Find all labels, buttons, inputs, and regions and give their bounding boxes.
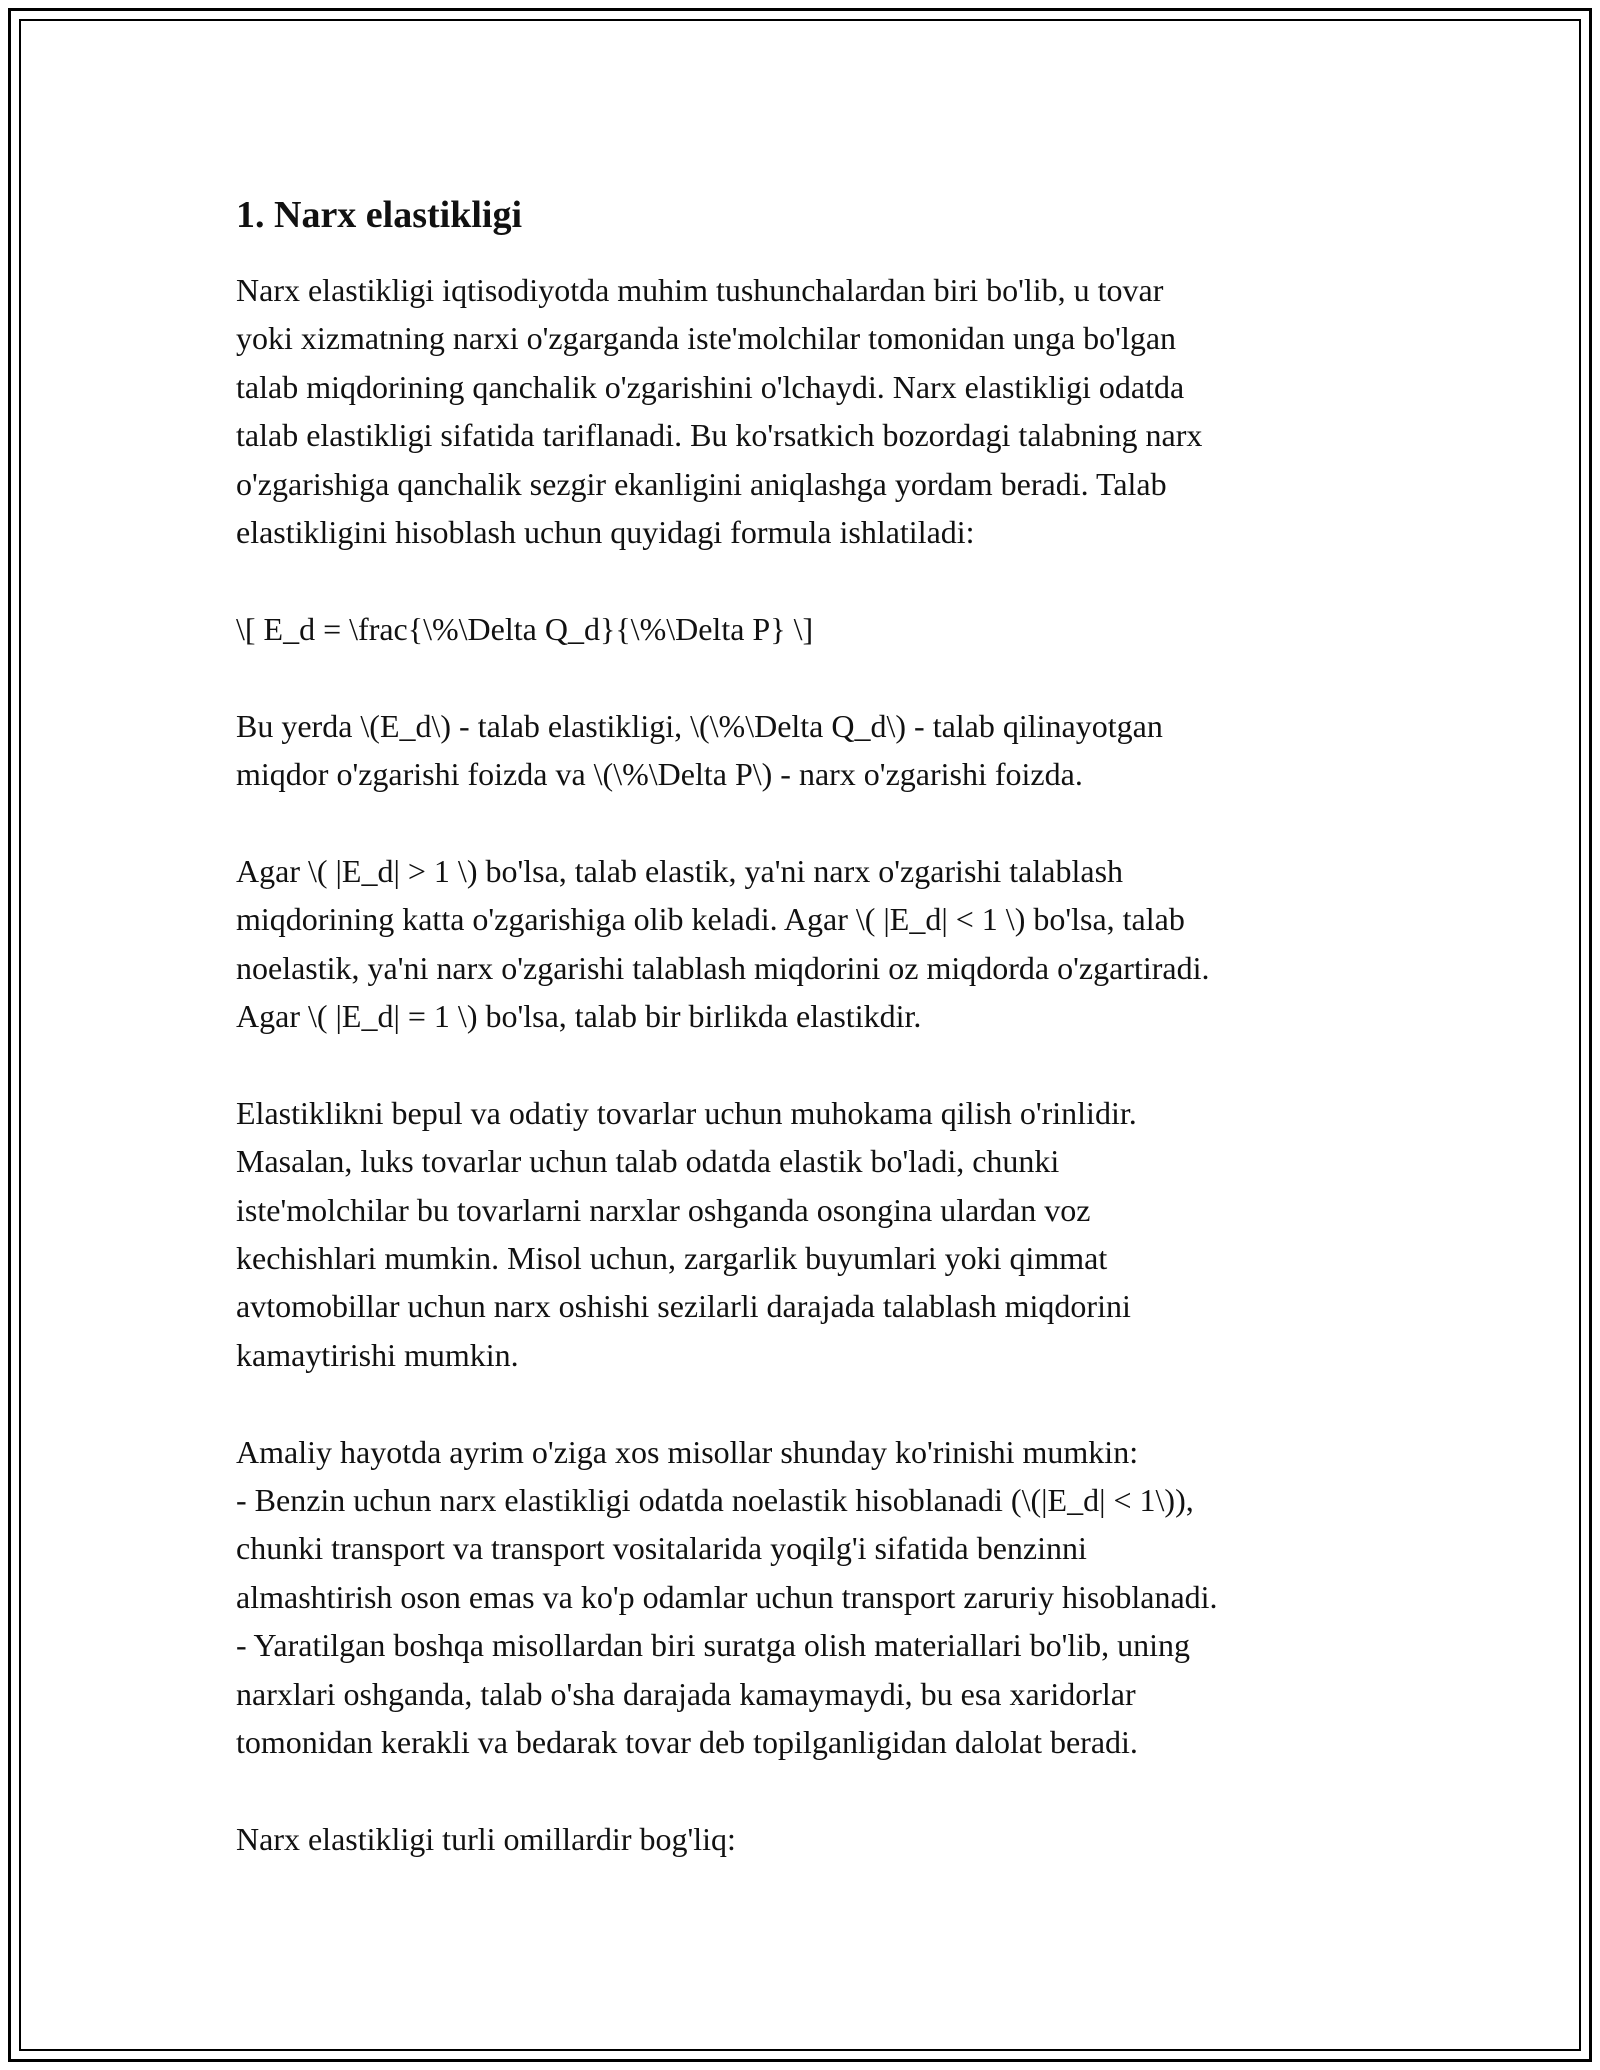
paragraph-intro: Narx elastikligi iqtisodiyotda muhim tushunchalardan biri bo'lib, u tovar yoki xizmatning narxi o'zgarganda iste'molchilar tomonidan unga bo'lgan talab miqdorining qanchalik o'zgarishini o'lchaydi. Narx elastikligi odatda talab elastikligi sifatida tariflanadi. Bu ko'rsatkich bozordagi talabning narx o'zgarishiga qanchalik sezgir ekanligini aniqlashga yordam beradi. Talab elastikligini hisoblash uchun quyidagi formula ishlatiladi:	[236, 272, 1203, 551]
section-heading: 1. Narx elastikligi	[236, 194, 523, 236]
document-body	[236, 182, 1376, 1863]
paragraph-conditions: Agar \( |E_d| > 1 \) bo'lsa, talab elastik, ya'ni narx o'zgarishi talablash miqdorining katta o'zgarishiga olib keladi. Agar \( |E_d| < 1 \) bo'lsa, talab noelastik, ya'ni narx o'zgarishi talablash miqdorini oz miqdorda o'zgartiradi. Agar \( |E_d| = 1 \) bo'lsa, talab bir birlikda elastikdir.	[236, 852, 1210, 1035]
paragraph-formula: \[ E_d = \frac{\%\Delta Q_d}{\%\Delta P} \]	[236, 610, 814, 647]
paragraph-definitions: Bu yerda \(E_d\) - talab elastikligi, \(\%\Delta Q_d\) - talab qilinayotgan miqdor o'zgarishi foizda va \(\%\Delta P\) - narx o'zgarishi foizda.	[236, 707, 1163, 793]
paragraph-examples: Amaliy hayotda ayrim o'ziga xos misollar shunday ko'rinishi mumkin: - Benzin uchun narx elastikligi odatda noelastik hisoblanadi (\(|E_d| < 1\)), chunki transport va transport vositalarida yoqilg'i sifatida benzinni almashtirish oson emas va ko'p odamlar uchun transport zaruriy hisoblanadi. - Yaratilgan boshqa misollardan biri suratga olish materiallari bo'lib, uning narxlari oshganda, talab o'sha darajada kamaymaydi, bu esa xaridorlar tomonidan kerakli va bedarak tovar deb topilganligidan dalolat beradi.	[236, 1433, 1218, 1761]
paragraph-luxury-goods: Elastiklikni bepul va odatiy tovarlar uchun muhokama qilish o'rinlidir. Masalan, luks tovarlar uchun talab odatda elastik bo'ladi, chunki iste'molchilar bu tovarlarni narxlar oshganda osongina ulardan voz kechishlari mumkin. Misol uchun, zargarlik buyumlari yoki qimmat avtomobillar uchun narx oshishi sezilarli darajada talablash miqdorini kamaytirishi mumkin.	[236, 1094, 1137, 1373]
paragraph-factors: Narx elastikligi turli omillardir bog'liq:	[236, 1820, 736, 1857]
